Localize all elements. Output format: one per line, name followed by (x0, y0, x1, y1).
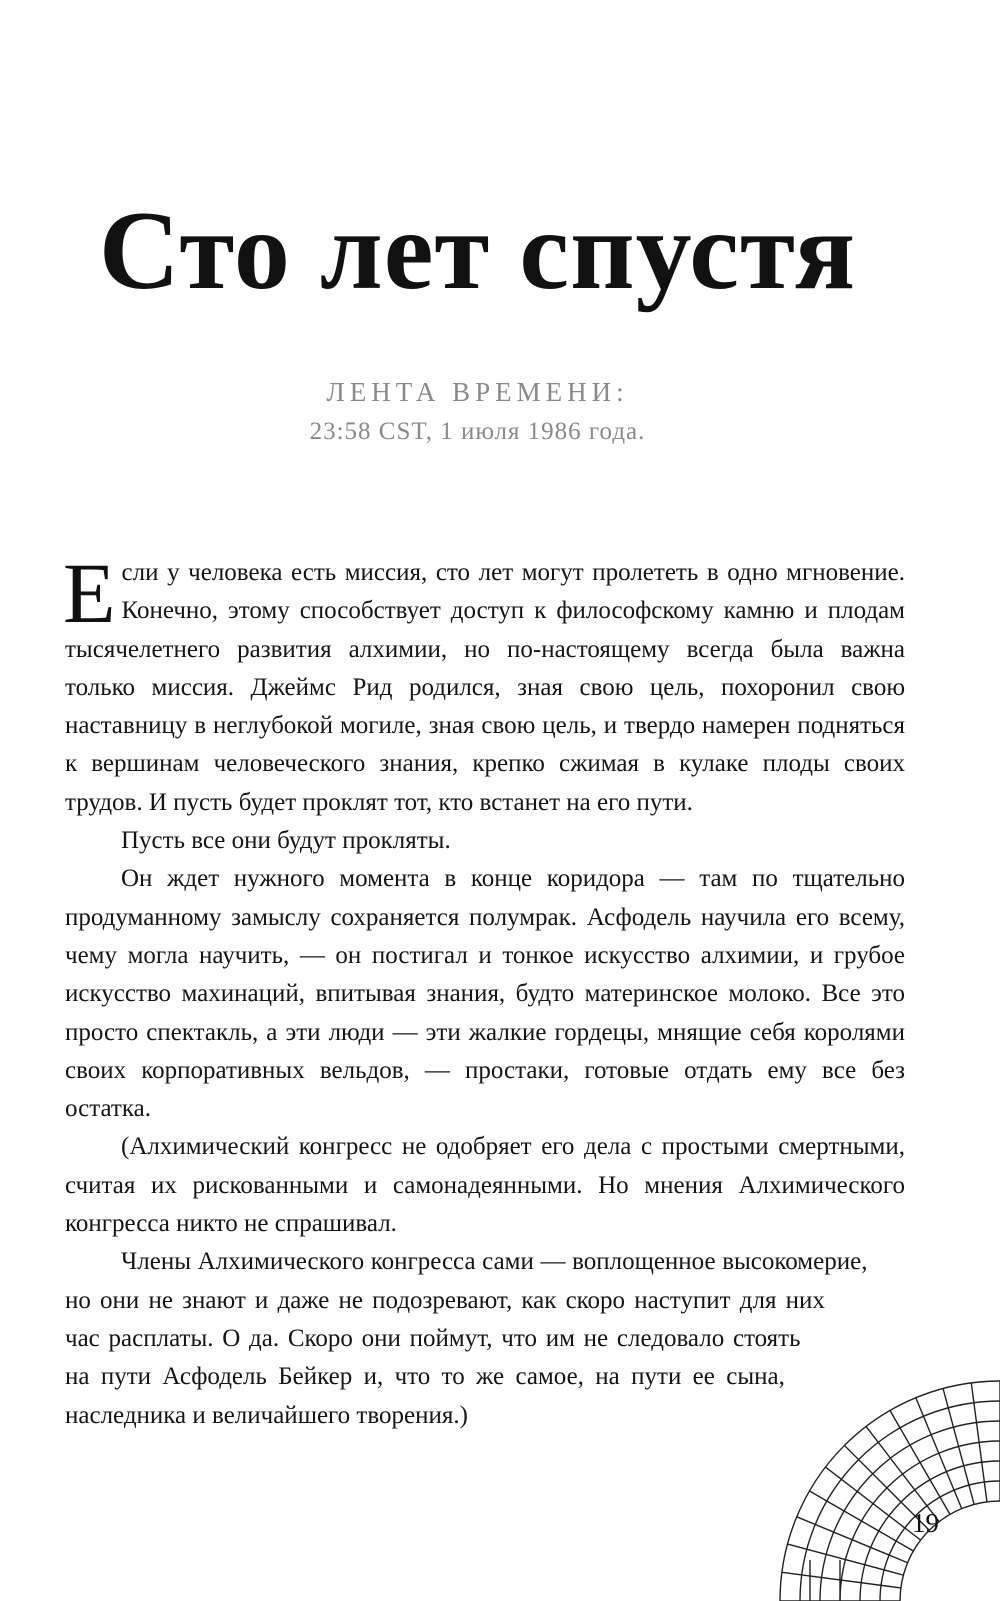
page-number: 19 (912, 1508, 939, 1538)
quarter-circle-grid-ornament-icon (757, 1300, 1000, 1601)
ornament-spoke-3 (797, 1517, 908, 1563)
ornament-spoke-9 (916, 1398, 962, 1509)
ornament-spoke-4 (809, 1491, 913, 1551)
paragraph-4: (Алхимический конгресс не одобряет его дела с простыми смертными, считая их рискованными и самонадеянными. Но мнения Алхимического конгресса никто не спрашивал. (65, 1133, 905, 1238)
paragraph-1: сли у человека есть миссия, сто лет могут пролететь в одно мгновение. Конечно, этому способствует доступ к философскому камню и плодам тысячелетнего развития алхимии, но по-настоящему всегда была важна только миссия. Джеймс Рид родился, зная свою цель, похоронил свою наставницу в неглубокой могиле, зная свою цель, и твердо намерен подняться к вершинам человеческого знания, крепко сжимая в кулаке плоды своих трудов. И пусть будет проклят тот, кто встанет на его пути. (65, 559, 905, 816)
timeline-label: ЛЕНТА ВРЕМЕНИ: (326, 377, 629, 407)
ornament-spoke-8 (890, 1410, 950, 1514)
timeline-block (0, 372, 955, 452)
drop-cap: Е (63, 545, 116, 641)
chapter-title: Сто лет спустя (98, 189, 857, 314)
timeline-date: 23:58 CST, 1 июля 1986 года. (309, 418, 646, 445)
paragraph-3: Он ждет нужного момента в конце коридора — там по тщательно продуманному замыслу сохраняется полумрак. Асфодель научила его всему, чему могла научить, — он постигал и тонкое искусство алхимии, и грубое искусство махинаций, впитывая знания, будто материнское молоко. Все это просто спектакль, а эти люди — эти жалкие гордецы, мнящие себя королями своих корпоративных вельдов, — простаки, готовые отдать ему все без остатка. (65, 865, 905, 1123)
paragraph-2: Пусть все они будут прокляты. (121, 827, 451, 855)
paragraph-5: Члены Алхимического конгресса сами — воплощенное высокомерие, но они не знают и даже не подозревают, как скоро наступит для них час расплаты. О да. Скоро они поймут, что им не следовало стоять на пути Асфодель Бейкер и, что то же самое, на пути ее сына, наследника и величайшего творения.) (65, 1248, 868, 1429)
